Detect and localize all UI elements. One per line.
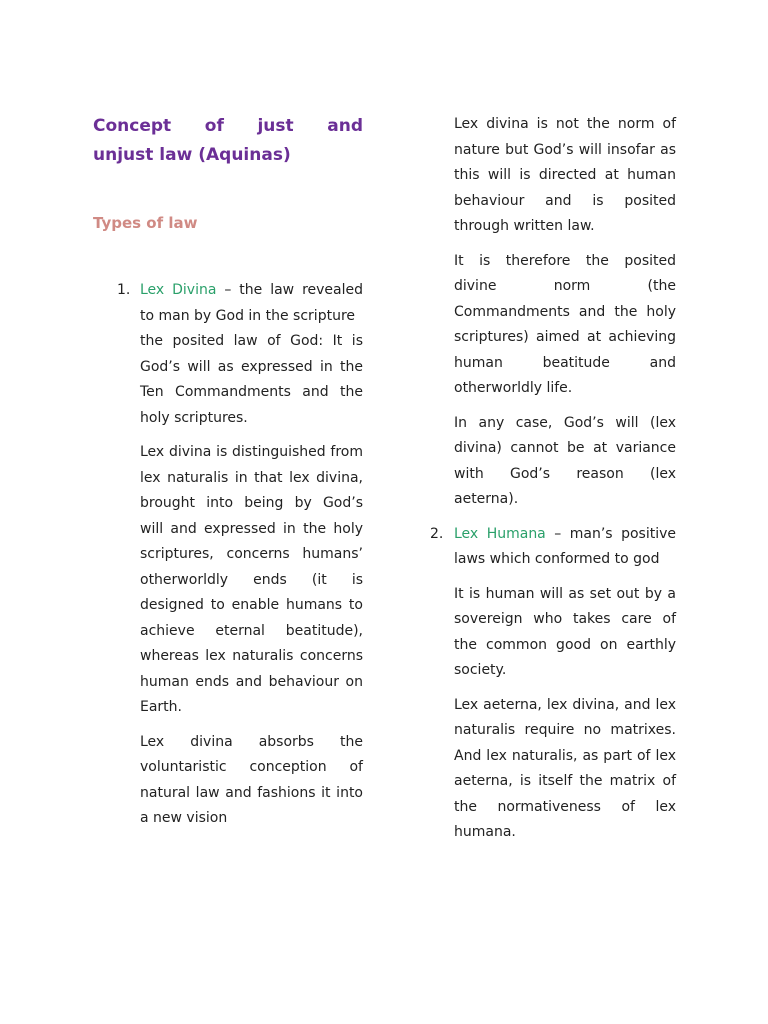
document-title <box>93 112 363 170</box>
item-lead-paragraph <box>140 278 363 329</box>
paragraph: Lex divina is distinguished from lex naturalis in that lex divina, brought into being by God’s will and expressed in the holy scriptures, concerns humans’ otherworldly ends (it is designed to enable humans to achieve eternal beatitude), whereas lex naturalis concerns human ends and behaviour on Earth. <box>140 444 363 715</box>
list-number: 2. <box>430 525 444 542</box>
title-line-1: Concept of just and <box>93 116 363 136</box>
paragraph: It is therefore the posited divine norm (the Commandments and the holy scriptures) aimed at achieving human beatitude and otherworldly life. <box>454 252 676 396</box>
item-lead-text: – the law revealed to man by God in the scripture <box>140 282 363 324</box>
paragraph: In any case, God’s will (lex divina) cannot be at variance with God’s reason (lex aeterna). <box>454 414 676 507</box>
paragraph: Lex aeterna, lex divina, and lex naturalis require no matrixes. And lex naturalis, as part of lex aeterna, is itself the matrix of the normativeness of lex humana. <box>454 696 676 840</box>
term-lex-humana: Lex Humana <box>454 525 546 542</box>
paragraph: the posited law of God: It is God’s will as expressed in the Ten Commandments and the holy scriptures. <box>140 333 363 426</box>
list-number: 1. <box>117 282 131 298</box>
item-lead-paragraph <box>454 522 676 573</box>
list-item-lex-divina <box>93 278 363 832</box>
list-item-lex-humana <box>430 522 676 846</box>
paragraph: Lex divina is not the norm of nature but God’s will insofar as this will is directed at human behaviour and is posited through written law. <box>454 116 676 234</box>
continued-text <box>430 112 676 513</box>
paragraph: Lex divina absorbs the voluntaristic conception of natural law and fashions it into a new vision <box>140 733 363 826</box>
left-column <box>93 112 363 832</box>
term-lex-divina: Lex Divina <box>140 282 217 298</box>
title-line-2: unjust law (Aquinas) <box>93 145 291 165</box>
paragraph: It is human will as set out by a sovereign who takes care of the common good on earthly society. <box>454 585 676 678</box>
section-heading: Types of law <box>93 214 198 232</box>
right-column <box>430 112 676 846</box>
item-lead-text: – man’s positive laws which conformed to god <box>454 525 676 567</box>
